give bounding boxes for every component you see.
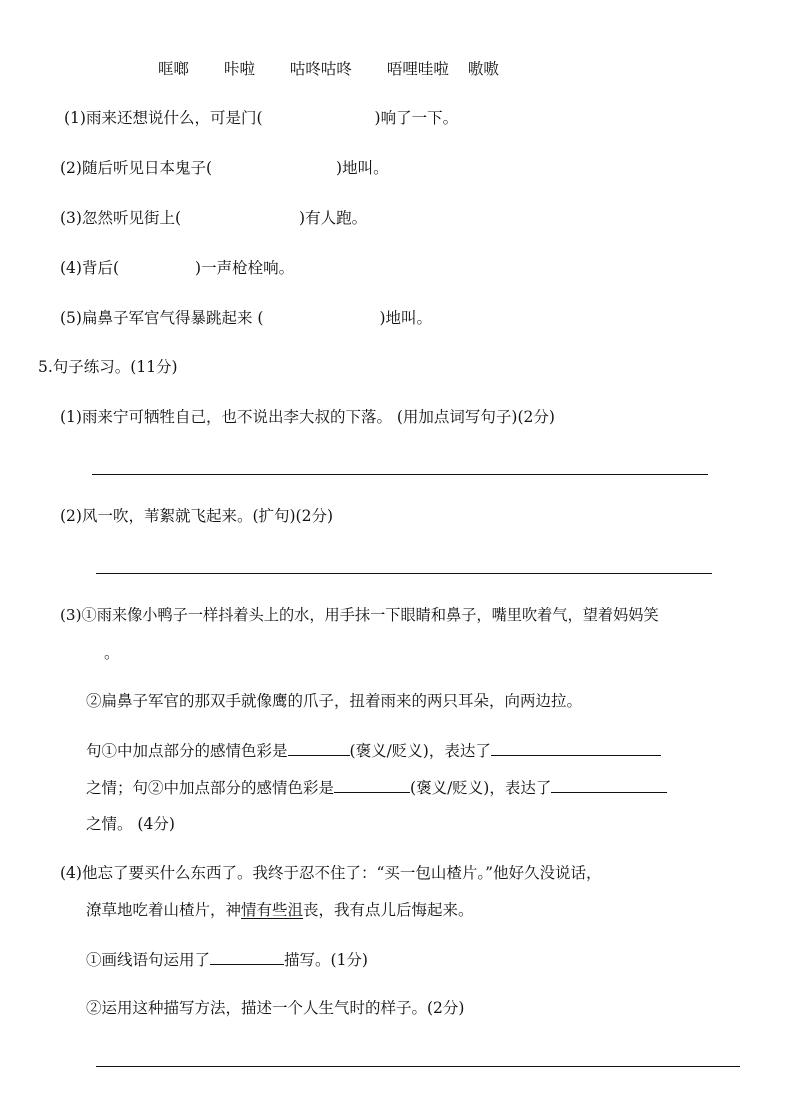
answer-line[interactable] — [96, 1066, 740, 1067]
question-1: (1)雨来宁可牺牲自己，也不说出李大叔的下落。 (用加点词写句子)(2分) — [60, 408, 555, 426]
question-4-line-1: (4)他忘了要买什么东西了。我终于忍不住了：“买一包山楂片。”他好久没说话， — [60, 864, 602, 882]
fill-item-2: (2)随后听见日本鬼子( )地叫。 — [60, 159, 389, 177]
word-bank-item: 唔哩哇啦 — [386, 60, 449, 78]
question-3-answer-row-3: 之情。 (4分) — [86, 815, 175, 833]
answer-blank[interactable] — [334, 776, 410, 793]
fill-item-1: (1)雨来还想说什么，可是门( )响了一下。 — [64, 109, 459, 127]
answer-blank[interactable] — [551, 776, 667, 793]
question-3-sentence-2: ②扁鼻子军官的那双手就像鹰的爪子，扭着雨来的两只耳朵，向两边拉。 — [86, 692, 583, 710]
answer-blank[interactable] — [491, 739, 661, 756]
question-3-sentence-1-tail: 。 — [104, 644, 120, 662]
word-bank-item: 哐啷 — [158, 60, 190, 78]
word-bank-item: 咕咚咕咚 — [289, 60, 352, 78]
word-bank — [158, 58, 499, 80]
question-2: (2)风一吹，苇絮就飞起来。(扩句)(2分) — [60, 507, 334, 525]
question-3-answer-row-1: 句①中加点部分的感情色彩是 (褒义/贬义)，表达了 — [86, 739, 661, 762]
question-4-sub-2: ②运用这种描写方法，描述一个人生气时的样子。(2分) — [86, 999, 465, 1017]
answer-line[interactable] — [92, 474, 708, 475]
section-heading: 5.句子练习。(11分) — [38, 358, 178, 376]
answer-blank[interactable] — [210, 948, 284, 965]
fill-item-5: (5)扁鼻子军官气得暴跳起来 ( )地叫。 — [60, 309, 432, 327]
word-bank-item: 咔啦 — [223, 60, 255, 78]
question-4-sub-1: ①画线语句运用了 描写。(1分) — [86, 948, 368, 971]
answer-blank[interactable] — [288, 739, 350, 756]
word-bank-item: 嗷嗷 — [467, 60, 499, 78]
question-3-answer-row-2: 之情；句②中加点部分的感情色彩是 (褒义/贬义)，表达了 — [86, 776, 667, 799]
question-3-sentence-1: (3)①雨来像小鸭子一样抖着头上的水，用手抹一下眼睛和鼻子，嘴里吹着气，望着妈妈笑 — [60, 606, 659, 624]
underlined-phrase: 情有些沮 — [241, 901, 304, 919]
question-4-line-2: 潦草地吃着山楂片，神情有些沮丧，我有点儿后悔起来。 — [86, 901, 474, 919]
fill-item-3: (3)忽然听见街上( )有人跑。 — [60, 209, 368, 227]
answer-line[interactable] — [96, 573, 712, 574]
fill-item-4: (4)背后( )一声枪栓响。 — [60, 259, 295, 277]
